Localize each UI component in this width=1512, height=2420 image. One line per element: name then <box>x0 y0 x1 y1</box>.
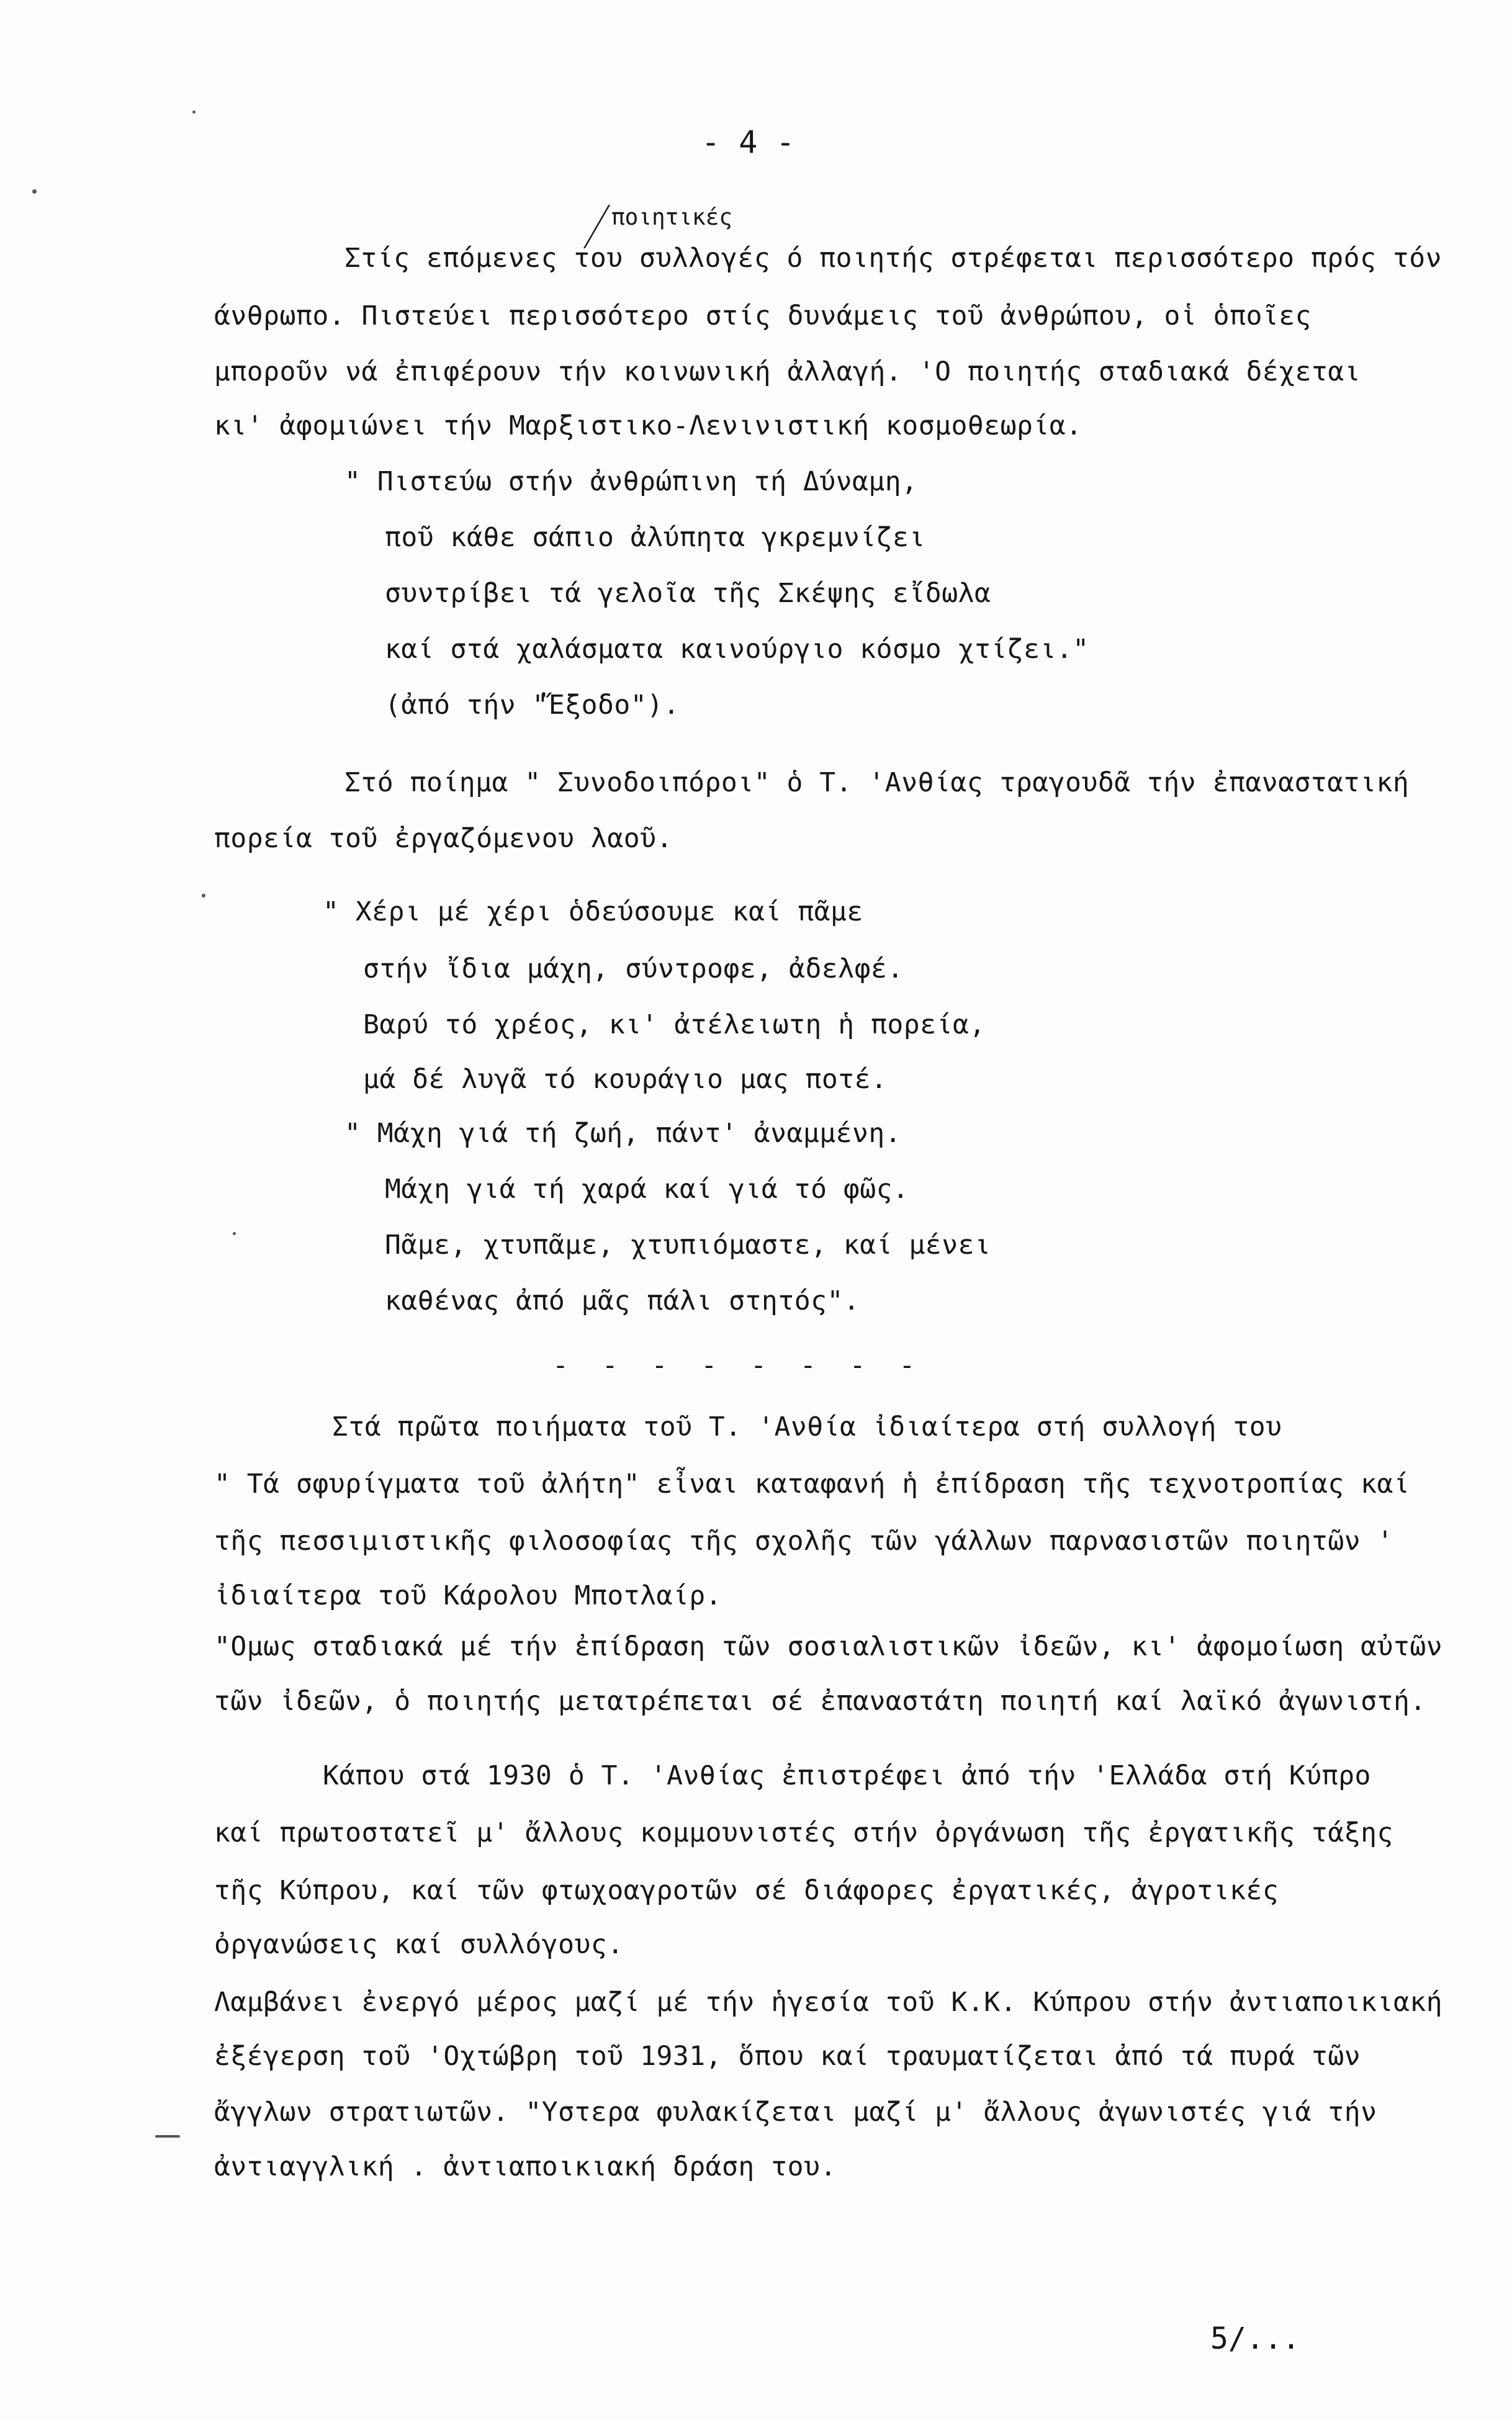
text-line: ἄγγλων στρατιωτῶν. "Υστερα φυλακίζεται μαζί μ' ἄλλους ἀγωνιστές γιά τήν <box>214 2097 1377 2128</box>
text-line: Λαμβάνει ἐνεργό μέρος μαζί μέ τήν ἡγεσία τοῦ Κ.Κ. Κύπρου στήν ἀντιαποικιακή <box>214 1987 1443 2018</box>
text-line: άνθρωπο. Πιστεύει περισσότερο στίς δυνάμεις τοῦ ἀνθρώπου, οἱ ὁποῖες <box>214 300 1312 331</box>
text-line: τῆς Κύπρου, καί τῶν φτωχοαγροτῶν σέ διάφορες ἐργατικές, ἀγροτικές <box>214 1875 1279 1906</box>
text-line: ἰδιαίτερα τοῦ Κάρολου Μποτλαίρ. <box>214 1580 722 1611</box>
poem-line: Πᾶμε, χτυπᾶμε, χτυπιόμαστε, καί μένει <box>385 1230 991 1261</box>
poem-line: Βαρύ τό χρέος, κι' ἀτέλειωτη ἡ πορεία, <box>363 1009 986 1040</box>
text-line: ἀντιαγγλική . ἀντιαποικιακή δράση του. <box>214 2151 837 2182</box>
poem-line: " Μάχη γιά τή ζωή, πάντ' ἀναμμένη. <box>344 1118 902 1149</box>
text-line: Κάπου στά 1930 ὁ Τ. 'Ανθίας ἐπιστρέφει ἀπό τήν 'Ελλάδα στή Κύπρο <box>323 1760 1371 1791</box>
poem-line: " Πιστεύω στήν ἀνθρώπινη τή Δύναμη, <box>344 466 918 497</box>
section-separator: - - - - - - - - <box>552 1350 924 1381</box>
text-line: Στό ποίημα " Συνοδοιπόροι" ὁ Τ. 'Ανθίας τραγουδᾶ τήν ἐπαναστατική <box>344 767 1410 798</box>
scan-speck <box>32 189 37 194</box>
poem-line: στήν ἴδια μάχη, σύντροφε, ἀδελφέ. <box>363 953 904 984</box>
page-number: - 4 - <box>701 124 795 160</box>
text-line: ἐξέγερση τοῦ 'Οχτώβρη τοῦ 1931, ὅπου καί τραυματίζεται ἀπό τά πυρά τῶν <box>214 2041 1361 2072</box>
scan-speck <box>192 110 196 114</box>
text-line: ὀργανώσεις καί συλλόγους. <box>214 1929 624 1960</box>
poem-line: μά δέ λυγᾶ τό κουράγιο μας ποτέ. <box>363 1064 888 1095</box>
text-line: τῆς πεσσιμιστικῆς φιλοσοφίας τῆς σχολῆς τῶν γάλλων παρνασιστῶν ποιητῶν ' <box>214 1526 1393 1557</box>
poem-line: " Χέρι μέ χέρι ὁδεύσουμε καί πᾶμε <box>323 896 863 927</box>
text-line: κι' ἀφομιώνει τήν Μαρξιστικο-Λενινιστική κοσμοθεωρία. <box>214 410 1082 441</box>
poem-line: καθένας ἀπό μᾶς πάλι στητός". <box>385 1285 860 1316</box>
text-line: πορεία τοῦ ἐργαζόμενου λαοῦ. <box>214 823 673 854</box>
text-line: Στίς επόμενες του συλλογές ό ποιητής στρέφεται περισσότερο πρός τόν <box>344 243 1442 274</box>
continuation-marker: 5/... <box>1210 2321 1300 2356</box>
text-line: τῶν ἰδεῶν, ὁ ποιητής μετατρέπεται σέ ἐπαναστάτη ποιητή καί λαϊκό ἀγωνιστή. <box>214 1686 1426 1717</box>
scan-speck <box>233 1232 236 1235</box>
handwritten-insertion: ποιητικές <box>611 205 733 230</box>
scan-speck <box>155 2135 180 2138</box>
text-line: καί πρωτοστατεῖ μ' ἄλλους κομμουνιστές στήν ὀργάνωση τῆς ἐργατικῆς τάξης <box>214 1817 1393 1848</box>
poem-line: ποῦ κάθε σάπιο ἀλύπητα γκρεμνίζει <box>385 522 925 553</box>
text-line: Στά πρῶτα ποιήματα τοῦ Τ. 'Ανθία ἰδιαίτερα στή συλλογή του <box>332 1411 1282 1442</box>
text-line: " Τά σφυρίγματα τοῦ ἀλήτη" εἶναι καταφανή ἡ ἐπίδραση τῆς τεχνοτροπίας καί <box>214 1469 1410 1500</box>
poem-line: Μάχη γιά τή χαρά καί γιά τό φῶς. <box>385 1174 909 1205</box>
poem-line: καί στά χαλάσματα καινούργιο κόσμο χτίζει." <box>385 634 1089 665</box>
text-line: "Ομως σταδιακά μέ τήν ἐπίδραση τῶν σοσιαλιστικῶν ἰδεῶν, κι' ἀφομοίωση αὐτῶν <box>214 1631 1443 1662</box>
text-line: μποροῦν νά ἐπιφέρουν τήν κοινωνική ἀλλαγή. 'Ο ποιητής σταδιακά δέχεται <box>214 356 1361 387</box>
scan-speck <box>202 894 205 897</box>
poem-source: (ἀπό τήν "Ἔξοδο"). <box>385 690 680 721</box>
poem-line: συντρίβει τά γελοῖα τῆς Σκέψης εἴδωλα <box>385 578 991 609</box>
